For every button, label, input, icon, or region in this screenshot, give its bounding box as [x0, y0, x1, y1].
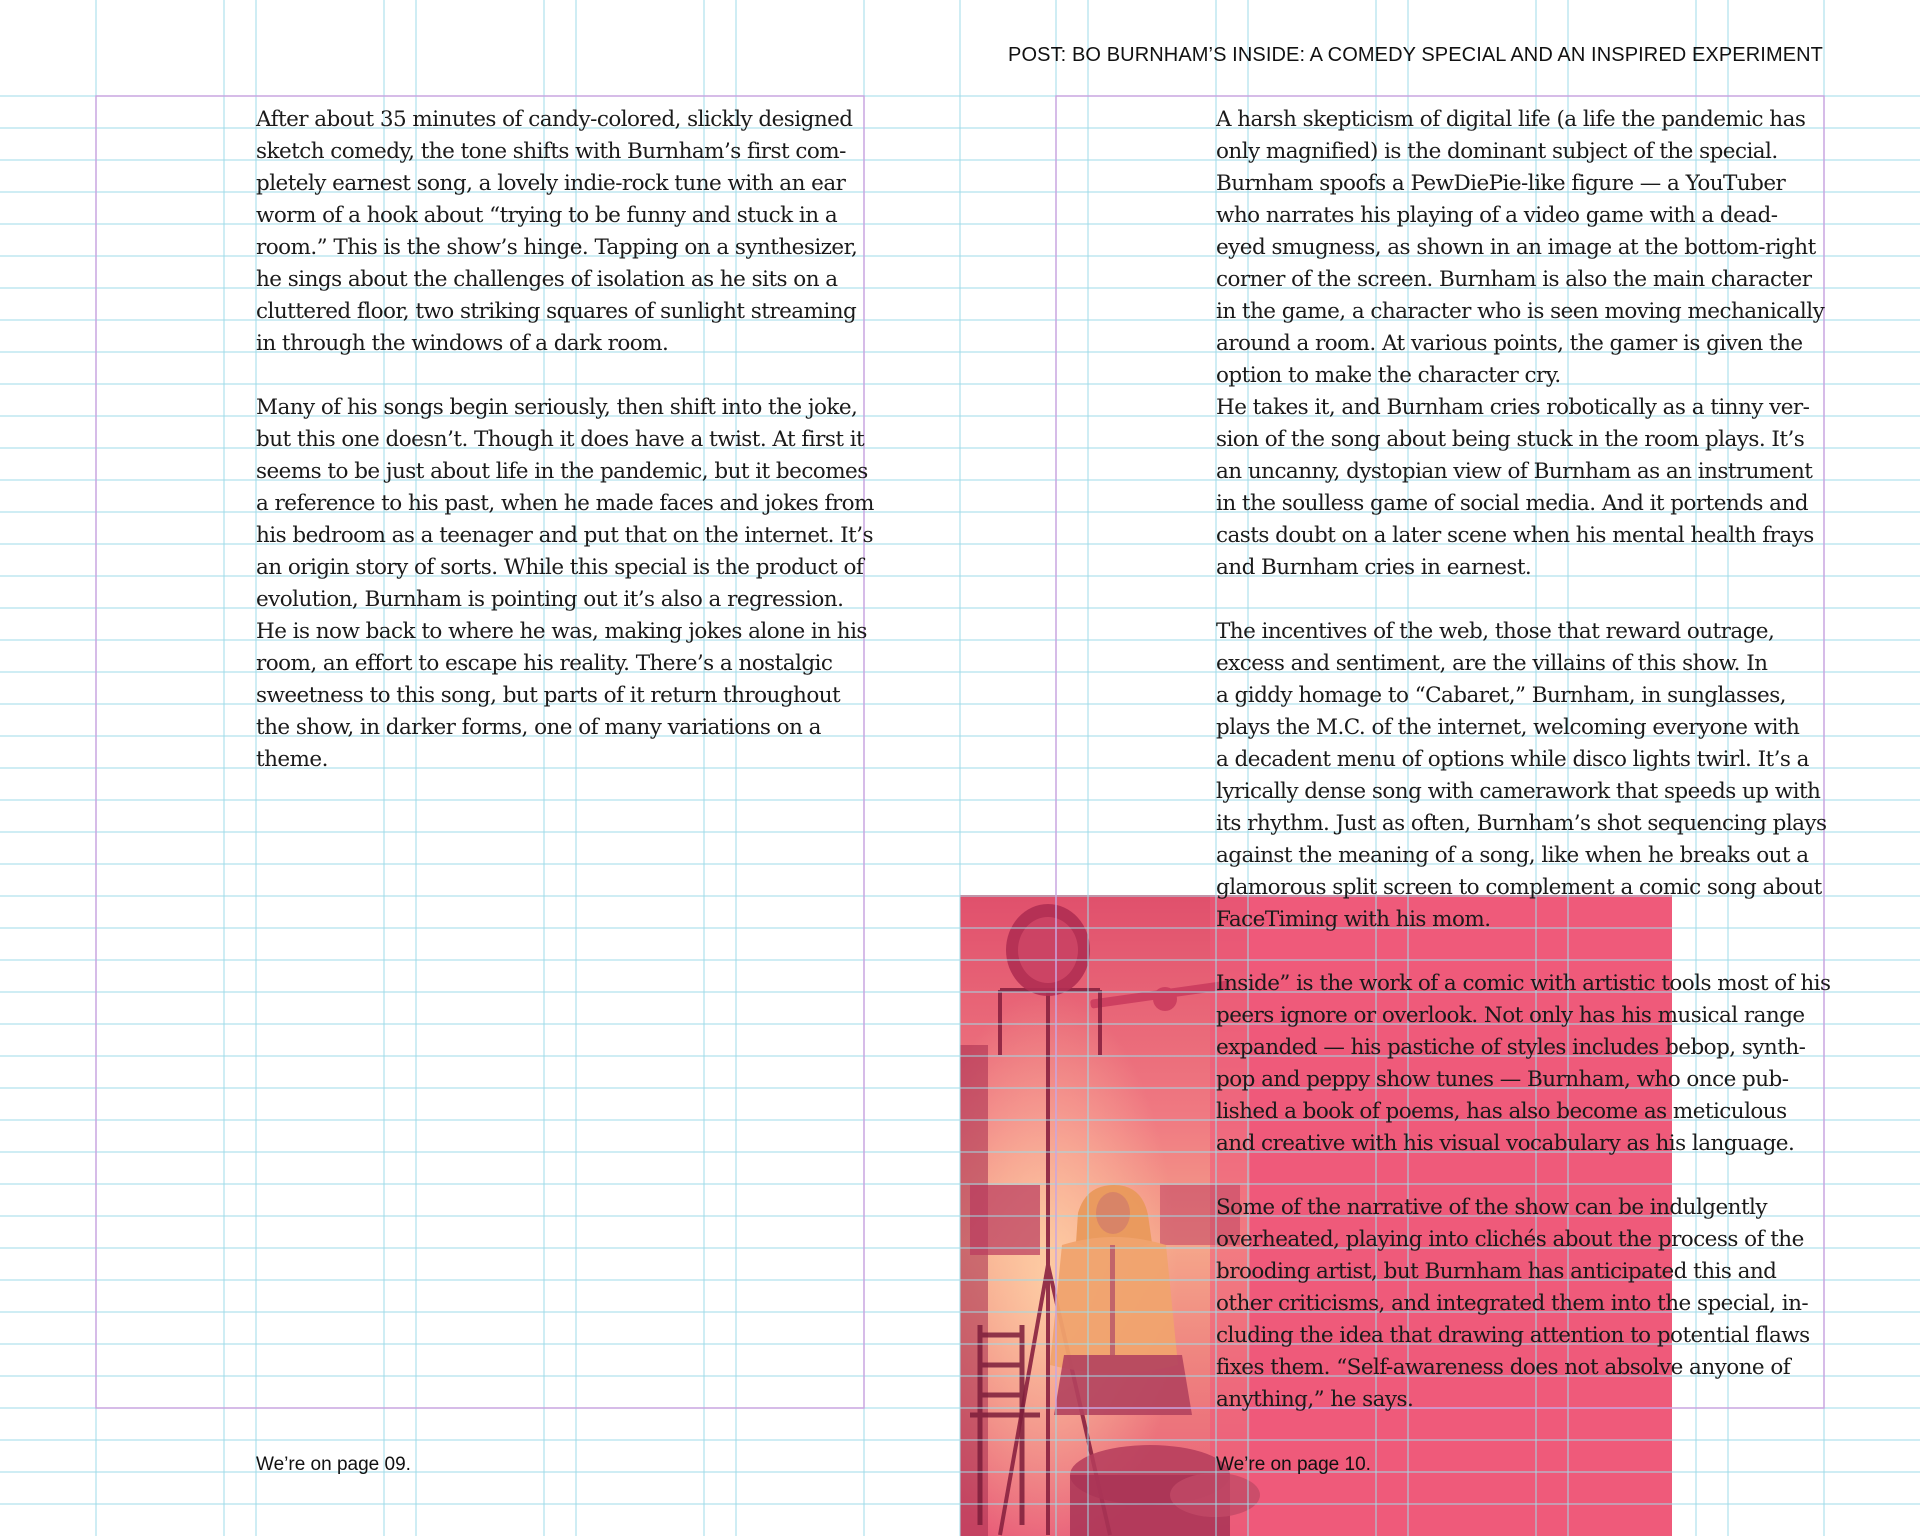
text-line: eyed smugness, as shown in an image at the bottom-right: [1216, 235, 1816, 260]
text-line: in the game, a character who is seen moving mechanically: [1216, 299, 1825, 324]
text-line: other criticisms, and integrated them into the special, in-: [1216, 1291, 1809, 1316]
text-line: and creative with his visual vocabulary as his language.: [1216, 1131, 1795, 1156]
text-line: an uncanny, dystopian view of Burnham as an instrument: [1216, 459, 1813, 484]
text-line: the show, in darker forms, one of many variations on a: [256, 715, 821, 740]
text-line: a giddy homage to “Cabaret,” Burnham, in sunglasses,: [1216, 683, 1786, 708]
text-line: The incentives of the web, those that reward outrage,: [1216, 619, 1775, 644]
text-line: sion of the song about being stuck in the room plays. It’s: [1216, 427, 1805, 452]
text-line: but this one doesn’t. Though it does have a twist. At first it: [256, 427, 865, 452]
text-line: fixes them. “Self-awareness does not absolve anyone of: [1216, 1355, 1791, 1380]
paragraph-gap: [1216, 1160, 1831, 1192]
text-line: sweetness to this song, but parts of it return throughout: [256, 683, 841, 708]
text-line: option to make the character cry.: [1216, 363, 1561, 388]
text-line: pletely earnest song, a lovely indie-rock tune with an ear: [256, 171, 846, 196]
text-line: he sings about the challenges of isolation as he sits on a: [256, 267, 838, 292]
left-text-column: [256, 104, 874, 776]
text-line: around a room. At various points, the gamer is given the: [1216, 331, 1803, 356]
text-line: He takes it, and Burnham cries robotically as a tinny ver-: [1216, 395, 1810, 420]
text-line: Burnham spoofs a PewDiePie-like figure — a YouTuber: [1216, 171, 1786, 196]
text-line: its rhythm. Just as often, Burnham’s shot sequencing plays: [1216, 811, 1827, 836]
text-line: excess and sentiment, are the villains of this show. In: [1216, 651, 1768, 676]
text-line: in through the windows of a dark room.: [256, 331, 669, 356]
text-line: peers ignore or overlook. Not only has his musical range: [1216, 1003, 1805, 1028]
text-line: who narrates his playing of a video game with a dead-: [1216, 203, 1778, 228]
text-line: room.” This is the show’s hinge. Tapping on a synthesizer,: [256, 235, 858, 260]
text-line: his bedroom as a teenager and put that on the internet. It’s: [256, 523, 873, 548]
paragraph-gap: [256, 360, 874, 392]
paragraph-gap: [1216, 584, 1831, 616]
text-line: only magnified) is the dominant subject of the special.: [1216, 139, 1778, 164]
text-line: in the soulless game of social media. And it portends and: [1216, 491, 1808, 516]
text-line: room, an effort to escape his reality. There’s a nostalgic: [256, 651, 833, 676]
text-line: seems to be just about life in the pandemic, but it becomes: [256, 459, 868, 484]
text-line: a decadent menu of options while disco lights twirl. It’s a: [1216, 747, 1809, 772]
text-line: lished a book of poems, has also become as meticulous: [1216, 1099, 1787, 1124]
text-line: expanded — his pastiche of styles includes bebop, synth-: [1216, 1035, 1806, 1060]
text-line: evolution, Burnham is pointing out it’s also a regression.: [256, 587, 844, 612]
text-line: plays the M.C. of the internet, welcoming everyone with: [1216, 715, 1800, 740]
text-line: Many of his songs begin seriously, then shift into the joke,: [256, 395, 858, 420]
text-line: cluttered floor, two striking squares of sunlight streaming: [256, 299, 857, 324]
text-line: theme.: [256, 747, 328, 772]
text-line: lyrically dense song with camerawork that speeds up with: [1216, 779, 1821, 804]
text-line: casts doubt on a later scene when his mental health frays: [1216, 523, 1814, 548]
text-line: an origin story of sorts. While this special is the product of: [256, 555, 864, 580]
text-line: pop and peppy show tunes — Burnham, who once pub-: [1216, 1067, 1789, 1092]
text-line: glamorous split screen to complement a comic song about: [1216, 875, 1822, 900]
right-text-column: [1216, 104, 1831, 1416]
text-line: corner of the screen. Burnham is also the main character: [1216, 267, 1812, 292]
text-line: cluding the idea that drawing attention to potential flaws: [1216, 1323, 1810, 1348]
text-line: FaceTiming with his mom.: [1216, 907, 1491, 932]
text-line: overheated, playing into clichés about the process of the: [1216, 1227, 1804, 1252]
text-line: against the meaning of a song, like when he breaks out a: [1216, 843, 1809, 868]
text-line: brooding artist, but Burnham has anticipated this and: [1216, 1259, 1777, 1284]
page-number-left: We’re on page 09.: [256, 1454, 411, 1475]
text-line: Inside” is the work of a comic with artistic tools most of his: [1216, 971, 1831, 996]
text-line: worm of a hook about “trying to be funny and stuck in a: [256, 203, 838, 228]
text-line: and Burnham cries in earnest.: [1216, 555, 1532, 580]
page-number-right: We’re on page 10.: [1216, 1454, 1371, 1475]
text-line: After about 35 minutes of candy-colored, slickly designed: [256, 107, 853, 132]
page-header: POST: BO BURNHAM’S INSIDE: A COMEDY SPECIAL AND AN INSPIRED EXPERIMENT: [1008, 44, 1823, 66]
text-line: sketch comedy, the tone shifts with Burnham’s first com-: [256, 139, 846, 164]
paragraph-gap: [1216, 936, 1831, 968]
text-line: anything,” he says.: [1216, 1387, 1414, 1412]
text-line: He is now back to where he was, making jokes alone in his: [256, 619, 867, 644]
text-line: a reference to his past, when he made faces and jokes from: [256, 491, 874, 516]
text-line: Some of the narrative of the show can be indulgently: [1216, 1195, 1767, 1220]
text-line: A harsh skepticism of digital life (a life the pandemic has: [1216, 107, 1806, 132]
